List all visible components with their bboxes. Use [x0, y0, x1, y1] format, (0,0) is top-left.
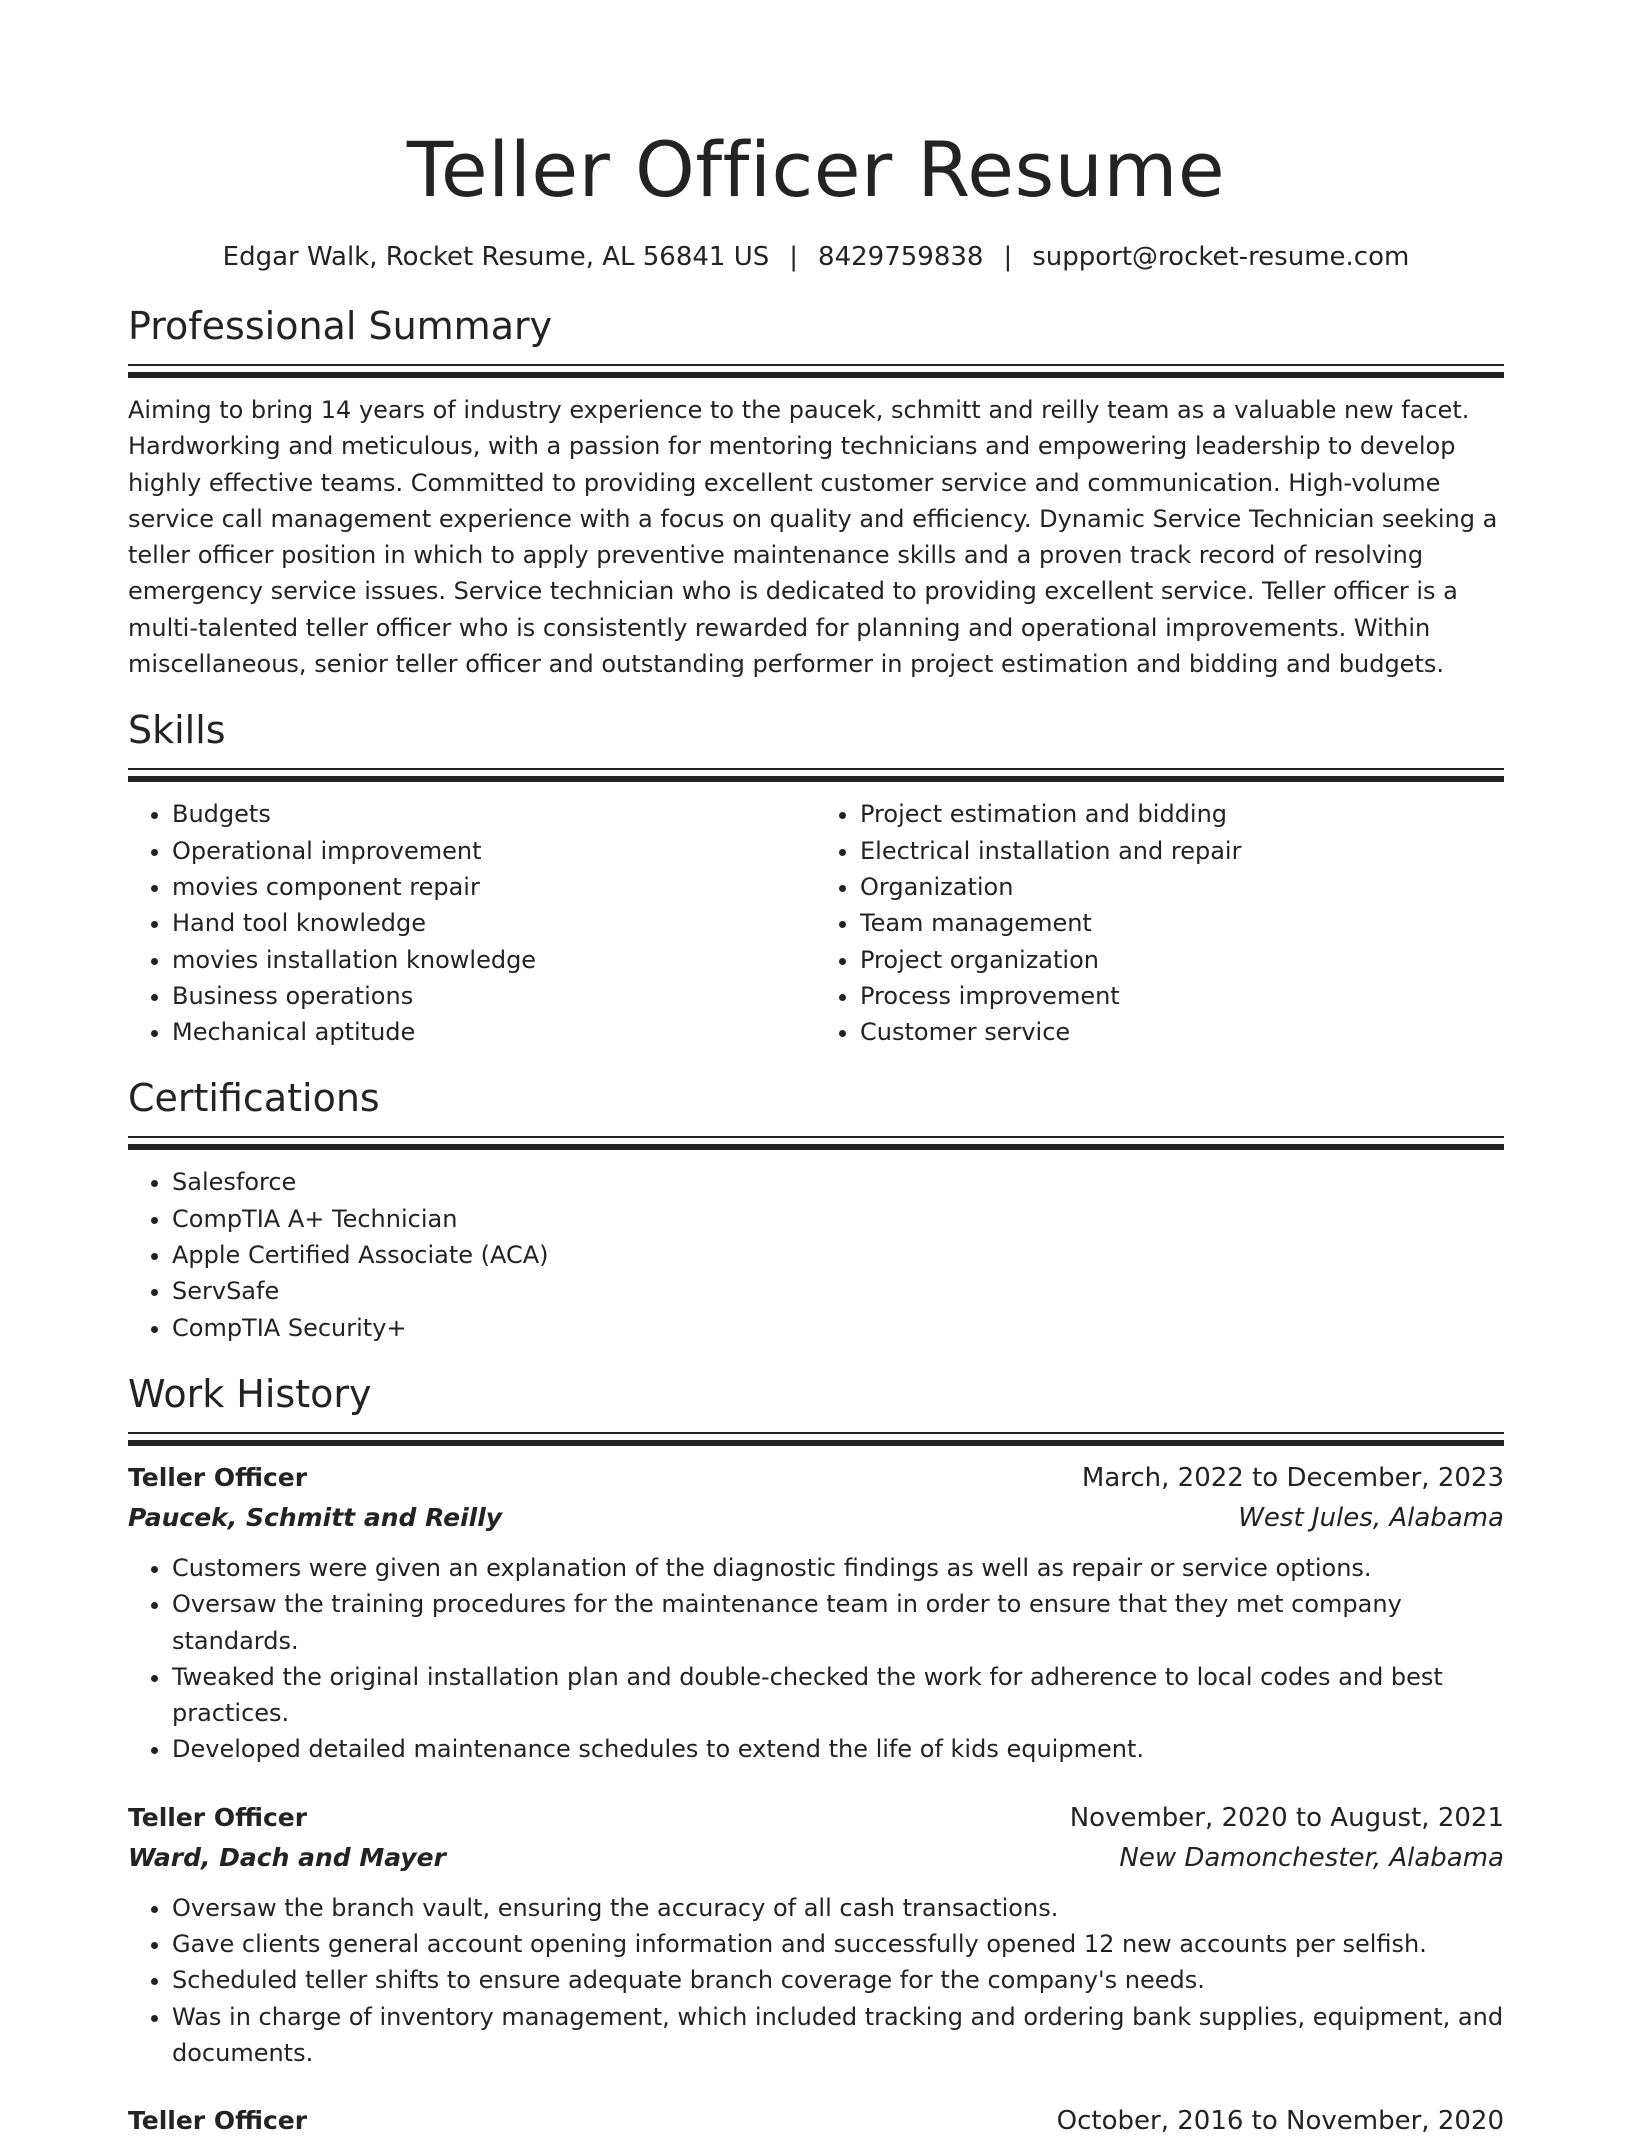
job-bullet: • Was in charge of inventory management, which included tracking and ordering bank supplies, equipment, and documents.: [172, 1999, 1504, 2072]
certification-item: • CompTIA A+ Technician: [172, 1201, 1504, 1237]
resume-page: [128, 0, 1504, 2141]
section-divider: [128, 1432, 1504, 1446]
summary-section: [128, 302, 1504, 682]
job-dates: October, 2016 to November, 2020: [1056, 2106, 1504, 2137]
job-title: Teller Officer: [128, 1462, 308, 1492]
skill-item: • Mechanical aptitude: [172, 1014, 816, 1050]
skill-item: • movies component repair: [172, 869, 816, 905]
certification-item: • Apple Certified Associate (ACA): [172, 1237, 1504, 1273]
contact-separator: |: [1003, 242, 1013, 272]
job-company-row: [128, 1498, 1504, 1538]
summary-heading: Professional Summary: [128, 304, 553, 348]
skill-item: • Project organization: [860, 942, 1504, 978]
job-bullet: • Gave clients general account opening information and successfully opened 12 new accounts per selfish.: [172, 1926, 1504, 1962]
job-title: Teller Officer: [128, 2106, 308, 2136]
summary-text: Aiming to bring 14 years of industry experience to the paucek, schmitt and reilly team as a valuable new facet. Hardworking and meticulous, with a passion for mentoring technicians and empowering leadership to develop highly effective teams. Committed to providing excellent customer service and communication. High-volume service call management experience with a focus on quality and efficiency. Dynamic Service Technician seeking a teller officer position in which to apply preventive maintenance skills and a proven track record of resolving emergency service issues. Service technician who is dedicated to providing excellent service. Teller officer is a multi-talented teller officer who is consistently rewarded for planning and operational improvements. Within miscellaneous, senior teller officer and outstanding performer in project estimation and bidding and budgets.: [128, 396, 1498, 679]
skills-section: [128, 706, 1504, 1050]
skill-item: • Customer service: [860, 1014, 1504, 1050]
job-dates: March, 2022 to December, 2023: [1081, 1462, 1504, 1493]
job-location: West Jules, Alabama: [1238, 1502, 1504, 1533]
section-divider: [128, 1136, 1504, 1150]
skill-item: • Process improvement: [860, 978, 1504, 1014]
skills-columns: [128, 782, 1504, 1050]
skill-item: • movies installation knowledge: [172, 942, 816, 978]
certifications-heading: Certifications: [128, 1076, 380, 1121]
skills-list-left: [128, 796, 816, 1050]
job-dates: November, 2020 to August, 2021: [1069, 1802, 1504, 1833]
section-divider: [128, 364, 1504, 378]
contact-email: support@rocket-resume.com: [1032, 242, 1410, 272]
job-bullet: • Tweaked the original installation plan and double-checked the work for adherence to local codes and best practices.: [172, 1659, 1504, 1732]
certifications-list: [128, 1164, 1504, 1345]
job-bullets: [128, 1890, 1504, 2071]
job-bullet: • Oversaw the training procedures for the maintenance team in order to ensure that they met company standards.: [172, 1586, 1504, 1659]
job-title-row: [128, 2101, 1504, 2141]
certification-item: • ServSafe: [172, 1273, 1504, 1309]
job-bullet: • Developed detailed maintenance schedules to extend the life of kids equipment.: [172, 1731, 1504, 1767]
job-bullet: • Customers were given an explanation of the diagnostic findings as well as repair or service options.: [172, 1550, 1504, 1586]
contact-address: Edgar Walk, Rocket Resume, AL 56841 US: [222, 242, 770, 272]
contact-separator: |: [789, 242, 799, 272]
job-bullet: • Scheduled teller shifts to ensure adequate branch coverage for the company's needs.: [172, 1962, 1504, 1998]
page-title: Teller Officer Resume: [406, 125, 1226, 214]
job-title-row: [128, 1798, 1504, 1838]
section-divider: [128, 768, 1504, 782]
job-entry: [128, 1458, 1504, 1768]
job-company: Ward, Dach and Mayer: [128, 1842, 446, 1872]
job-bullets: [128, 1550, 1504, 1768]
job-company-row: [128, 1838, 1504, 1878]
skill-item: • Project estimation and bidding: [860, 796, 1504, 832]
certifications-section: [128, 1074, 1504, 1345]
certification-item: • Salesforce: [172, 1164, 1504, 1200]
job-title-row: [128, 1458, 1504, 1498]
skills-list-right: [816, 796, 1504, 1050]
job-entry: [128, 2101, 1504, 2141]
contact-line: [128, 240, 1504, 274]
skill-item: • Budgets: [172, 796, 816, 832]
skill-item: • Organization: [860, 869, 1504, 905]
work-history-heading: Work History: [128, 1371, 372, 1416]
work-history-section: [128, 1370, 1504, 2141]
job-entry: [128, 1798, 1504, 2071]
skill-item: • Team management: [860, 905, 1504, 941]
skill-item: • Electrical installation and repair: [860, 833, 1504, 869]
skill-item: • Business operations: [172, 978, 816, 1014]
skill-item: • Hand tool knowledge: [172, 905, 816, 941]
skills-heading: Skills: [128, 708, 226, 753]
job-bullet: • Oversaw the branch vault, ensuring the accuracy of all cash transactions.: [172, 1890, 1504, 1926]
certification-item: • CompTIA Security+: [172, 1310, 1504, 1346]
job-location: New Damonchester, Alabama: [1119, 1842, 1504, 1873]
skill-item: • Operational improvement: [172, 833, 816, 869]
contact-phone: 8429759838: [818, 242, 984, 272]
job-company: Paucek, Schmitt and Reilly: [128, 1502, 503, 1532]
job-title: Teller Officer: [128, 1802, 308, 1832]
